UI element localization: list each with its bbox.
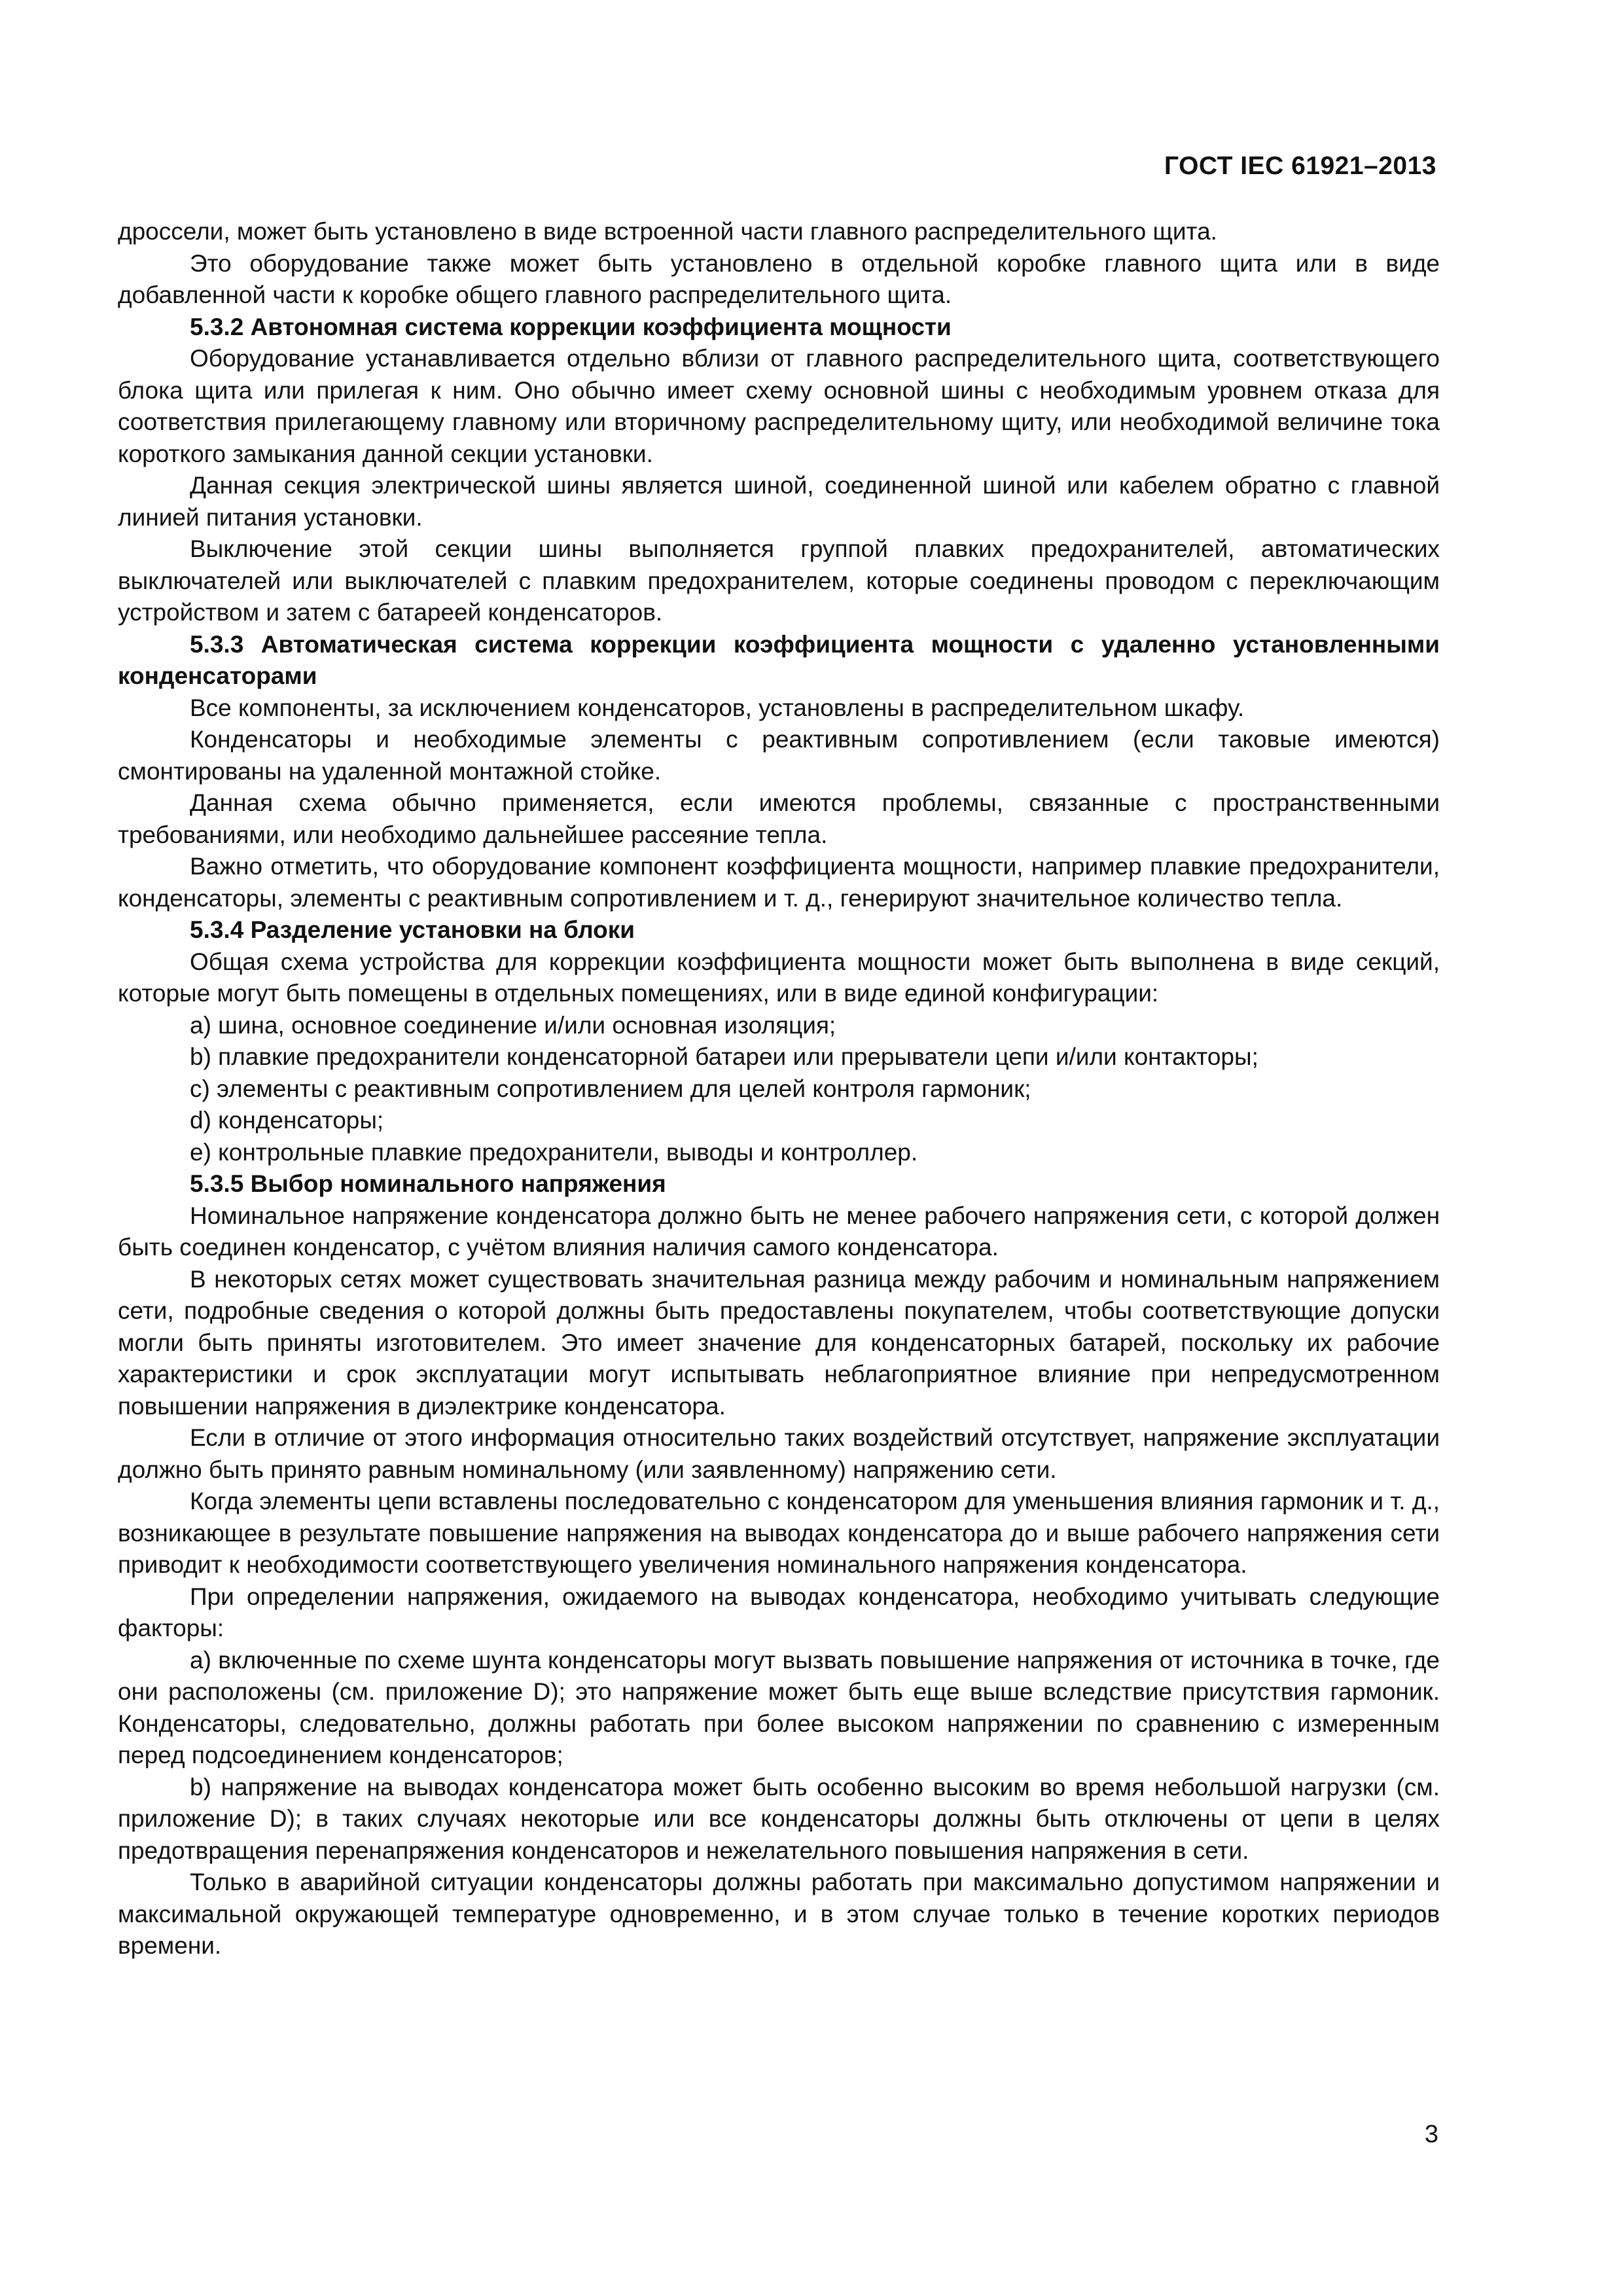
paragraph: Если в отличие от этого информация относительно таких воздействий отсутствует, напряжение эксплуатации должно быть принято равным номинальному (или заявленному) напряжению сети. <box>118 1424 1440 1483</box>
list-item: b) напряжение на выводах конденсатора может быть особенно высоким во время небольшой нагрузки (см. приложение D); в таких случаях некоторые или все конденсаторы должны быть отключены от цепи в целях предотвращения перенапряжения конденсаторов и нежелательного повышения напряжения в сети. <box>118 1773 1440 1864</box>
section-heading-5-3-2: 5.3.2 Автономная система коррекции коэффициента мощности <box>190 313 952 340</box>
document-body <box>118 216 1440 1962</box>
paragraph: Все компоненты, за исключением конденсаторов, установлены в распределительном шкафу. <box>190 694 1245 721</box>
paragraph: Только в аварийной ситуации конденсаторы должны работать при максимально допустимом напряжении и максимальной окружающей температуре одновременно, и в этом случае только в течение коротких периодов времени. <box>118 1869 1440 1959</box>
list-item: e) контрольные плавкие предохранители, выводы и контроллер. <box>190 1138 918 1166</box>
paragraph: Данная схема обычно применяется, если имеются проблемы, связанные с пространственными требованиями, или необходимо дальнейшее рассеяние тепла. <box>118 789 1440 848</box>
paragraph: Это оборудование также может быть установлено в отдельной коробке главного щита или в виде добавленной части к коробке общего главного распределительного щита. <box>118 249 1440 308</box>
paragraph: Оборудование устанавливается отдельно вблизи от главного распределительного щита, соответствующего блока щита или прилегая к ним. Оно обычно имеет схему основной шины с необходимым уровнем отказа для соответствия прилегающему главному или вторичному распределительному щиту, или необходимой величине тока короткого замыкания данной секции установки. <box>118 345 1440 467</box>
paragraph: Данная секция электрической шины является шиной, соединенной шиной или кабелем обратно с главной линией питания установки. <box>118 472 1440 531</box>
list-item: d) конденсаторы; <box>190 1107 384 1134</box>
section-heading-5-3-4: 5.3.4 Разделение установки на блоки <box>190 916 635 943</box>
list-item: a) шина, основное соединение и/или основная изоляция; <box>190 1011 836 1039</box>
section-heading-5-3-3: 5.3.3 Автоматическая система коррекции коэффициента мощности с удаленно установленными конденсаторами <box>118 630 1440 689</box>
list-item: c) элементы с реактивным сопротивлением для целей контроля гармоник; <box>190 1075 1031 1102</box>
paragraph: Конденсаторы и необходимые элементы с реактивным сопротивлением (если таковые имеются) смонтированы на удаленной монтажной стойке. <box>118 726 1440 785</box>
paragraph: При определении напряжения, ожидаемого на выводах конденсатора, необходимо учитывать следующие факторы: <box>118 1583 1440 1641</box>
paragraph: Общая схема устройства для коррекции коэффициента мощности может быть выполнена в виде секций, которые могут быть помещены в отдельных помещениях, или в виде единой конфигурации: <box>118 948 1440 1007</box>
paragraph: Выключение этой секции шины выполняется группой плавких предохранителей, автоматических выключателей или выключателей с плавким предохранителем, которые соединены проводом с переключающим устройством и затем с батареей конденсаторов. <box>118 535 1440 626</box>
document-code-header: ГОСТ IEC 61921–2013 <box>1164 152 1436 180</box>
paragraph: Номинальное напряжение конденсатора должно быть не менее рабочего напряжения сети, с которой должен быть соединен конденсатор, с учётом влияния наличия самого конденсатора. <box>118 1202 1440 1261</box>
page-number: 3 <box>1424 2121 1438 2148</box>
paragraph: Когда элементы цепи вставлены последовательно с конденсатором для уменьшения влияния гармоник и т. д., возникающее в результате повышение напряжения на выводах конденсатора до и выше рабочего напряжения сети приводит к необходимости соответствующего увеличения номинального напряжения конденсатора. <box>118 1488 1440 1578</box>
list-item: a) включенные по схеме шунта конденсаторы могут вызвать повышение напряжения от источника в точке, где они расположены (см. приложение D); это напряжение может быть еще выше вследствие присутствия гармоник. Конденсаторы, следовательно, должны работать при более высоком напряжении по сравнению с измеренным перед подсоединением конденсаторов; <box>118 1646 1440 1768</box>
paragraph: Важно отметить, что оборудование компонент коэффициента мощности, например плавкие предохранители, конденсаторы, элементы с реактивным сопротивлением и т. д., генерируют значительное количество тепла. <box>118 853 1440 912</box>
list-item: b) плавкие предохранители конденсаторной батареи или прерыватели цепи и/или контакторы; <box>190 1043 1258 1070</box>
paragraph: дроссели, может быть установлено в виде встроенной части главного распределительного щита. <box>118 218 1217 245</box>
paragraph: В некоторых сетях может существовать значительная разница между рабочим и номинальным напряжением сети, подробные сведения о которой должны быть предоставлены покупателем, чтобы соответствующие допуски могли быть приняты изготовителем. Это имеет значение для конденсаторных батарей, поскольку их рабочие характеристики и срок эксплуатации могут испытывать неблагоприятное влияние при непредусмотренном повышении напряжения в диэлектрике конденсатора. <box>118 1265 1440 1420</box>
section-heading-5-3-5: 5.3.5 Выбор номинального напряжения <box>190 1170 666 1197</box>
